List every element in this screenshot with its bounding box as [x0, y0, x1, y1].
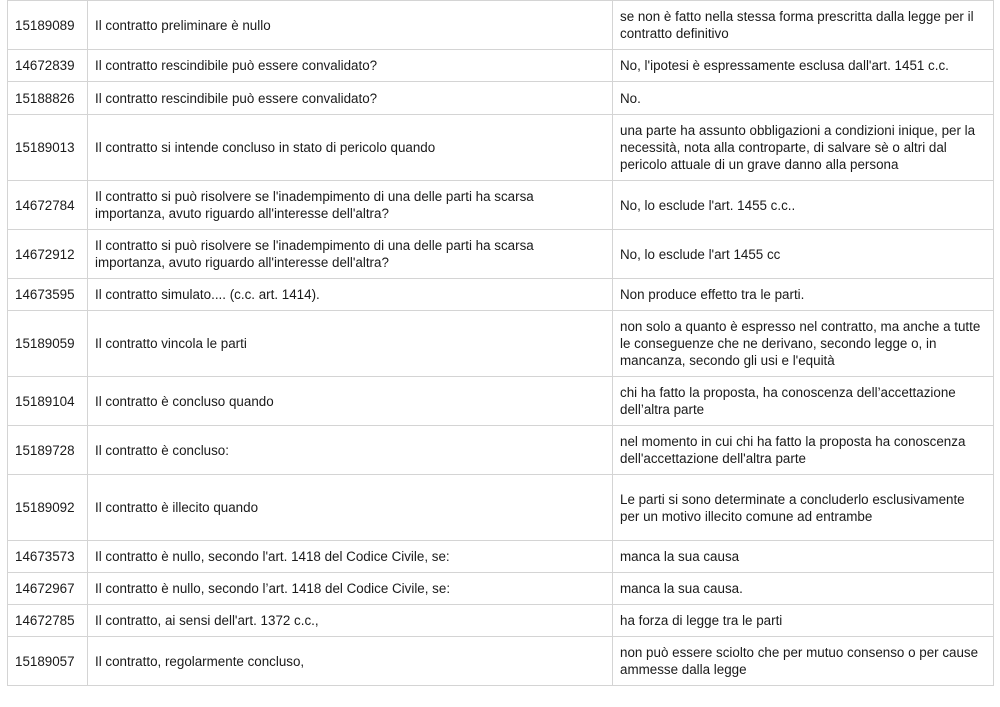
table-row	[8, 311, 994, 377]
row-id-cell: 14673595	[8, 279, 88, 311]
question-cell: Il contratto simulato.... (c.c. art. 1414).	[88, 279, 613, 311]
answer-cell: nel momento in cui chi ha fatto la proposta ha conoscenza dell'accettazione dell'altra parte	[613, 426, 994, 475]
answer-cell: manca la sua causa	[613, 541, 994, 573]
table-row	[8, 181, 994, 230]
question-cell: Il contratto vincola le parti	[88, 311, 613, 377]
row-id-cell: 15189057	[8, 637, 88, 686]
row-id-cell: 14672784	[8, 181, 88, 230]
qa-table	[7, 0, 994, 686]
table-row	[8, 605, 994, 637]
answer-cell: manca la sua causa.	[613, 573, 994, 605]
table-row	[8, 637, 994, 686]
row-id-cell: 15188826	[8, 82, 88, 115]
question-cell: Il contratto è nullo, secondo l'art. 1418 del Codice Civile, se:	[88, 541, 613, 573]
table-row	[8, 377, 994, 426]
answer-cell: Le parti si sono determinate a concluderlo esclusivamente per un motivo illecito comune ad entrambe	[613, 475, 994, 541]
row-id-cell: 14672912	[8, 230, 88, 279]
table-row	[8, 50, 994, 82]
table-row	[8, 573, 994, 605]
question-cell: Il contratto si può risolvere se l'inadempimento di una delle parti ha scarsa importanza, avuto riguardo all'interesse dell'altra?	[88, 230, 613, 279]
answer-cell: chi ha fatto la proposta, ha conoscenza dell’accettazione dell’altra parte	[613, 377, 994, 426]
question-cell: Il contratto, regolarmente concluso,	[88, 637, 613, 686]
question-cell: Il contratto è concluso quando	[88, 377, 613, 426]
question-cell: Il contratto è illecito quando	[88, 475, 613, 541]
question-cell: Il contratto si intende concluso in stato di pericolo quando	[88, 115, 613, 181]
row-id-cell: 15189104	[8, 377, 88, 426]
question-cell: Il contratto rescindibile può essere convalidato?	[88, 82, 613, 115]
answer-cell: No, lo esclude l'art. 1455 c.c..	[613, 181, 994, 230]
question-cell: Il contratto è nullo, secondo l’art. 1418 del Codice Civile, se:	[88, 573, 613, 605]
answer-cell: non può essere sciolto che per mutuo consenso o per cause ammesse dalla legge	[613, 637, 994, 686]
row-id-cell: 14672785	[8, 605, 88, 637]
answer-cell: una parte ha assunto obbligazioni a condizioni inique, per la necessità, nota alla controparte, di salvare sè o altri dal pericolo attuale di un grave danno alla persona	[613, 115, 994, 181]
row-id-cell: 14672839	[8, 50, 88, 82]
document-page	[7, 0, 993, 686]
row-id-cell: 15189728	[8, 426, 88, 475]
answer-cell: No, lo esclude l'art 1455 cc	[613, 230, 994, 279]
table-row	[8, 1, 994, 50]
question-cell: Il contratto si può risolvere se l'inadempimento di una delle parti ha scarsa importanza, avuto riguardo all'interesse dell'altra?	[88, 181, 613, 230]
table-row	[8, 541, 994, 573]
question-cell: Il contratto rescindibile può essere convalidato?	[88, 50, 613, 82]
table-row	[8, 82, 994, 115]
table-row	[8, 475, 994, 541]
answer-cell: No.	[613, 82, 994, 115]
answer-cell: Non produce effetto tra le parti.	[613, 279, 994, 311]
row-id-cell: 15189092	[8, 475, 88, 541]
answer-cell: se non è fatto nella stessa forma prescritta dalla legge per il contratto definitivo	[613, 1, 994, 50]
row-id-cell: 14673573	[8, 541, 88, 573]
answer-cell: No, l'ipotesi è espressamente esclusa dall'art. 1451 c.c.	[613, 50, 994, 82]
question-cell: Il contratto è concluso:	[88, 426, 613, 475]
row-id-cell: 15189089	[8, 1, 88, 50]
question-cell: Il contratto, ai sensi dell'art. 1372 c.c.,	[88, 605, 613, 637]
table-row	[8, 230, 994, 279]
question-cell: Il contratto preliminare è nullo	[88, 1, 613, 50]
row-id-cell: 15189059	[8, 311, 88, 377]
row-id-cell: 15189013	[8, 115, 88, 181]
answer-cell: non solo a quanto è espresso nel contratto, ma anche a tutte le conseguenze che ne derivano, secondo legge o, in mancanza, secondo gli usi e l'equità	[613, 311, 994, 377]
table-row	[8, 426, 994, 475]
answer-cell: ha forza di legge tra le parti	[613, 605, 994, 637]
table-row	[8, 115, 994, 181]
table-row	[8, 279, 994, 311]
row-id-cell: 14672967	[8, 573, 88, 605]
